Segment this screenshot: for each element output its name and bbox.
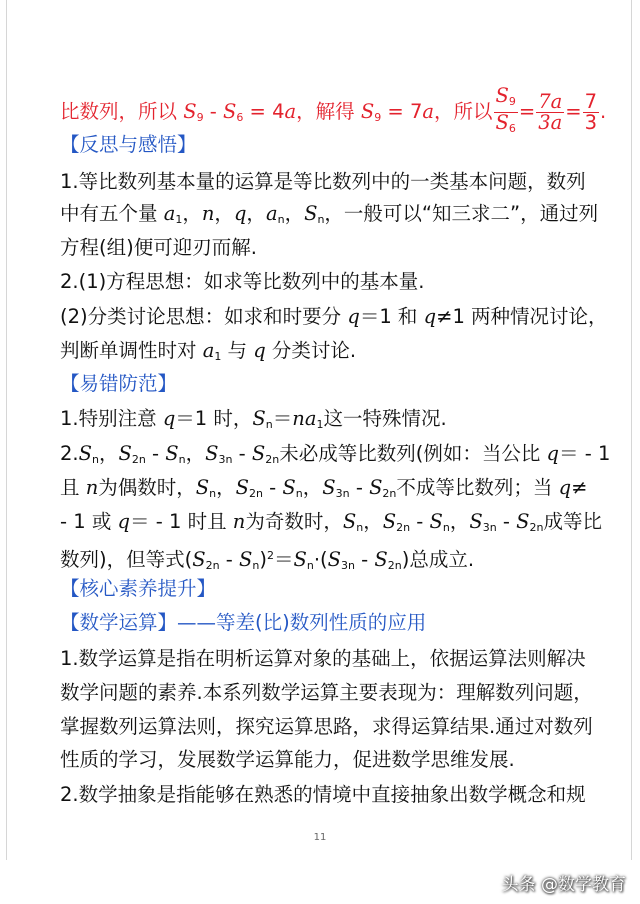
minus: -: [145, 442, 166, 465]
denominator: 3a: [538, 111, 563, 134]
text: )总成立.: [401, 548, 475, 571]
text: ，: [363, 510, 383, 533]
p5-line2: 数学问题的素养.本系列数学运算主要表现为：理解数列问题，: [60, 681, 593, 704]
subscript: 1: [316, 418, 324, 431]
subscript: 2n: [387, 559, 402, 572]
p4-line3: [60, 508, 602, 542]
subscript: 2n: [396, 521, 411, 534]
subscript: n: [252, 559, 260, 572]
subscript: 6: [236, 111, 244, 124]
var-s: S: [192, 548, 206, 571]
minus: -: [219, 548, 239, 571]
text: ，: [284, 202, 305, 225]
var-q: q: [347, 305, 360, 328]
var-s: S: [429, 510, 443, 533]
fraction-7a-3a: [536, 92, 564, 133]
var-n: n: [232, 510, 246, 533]
p5-line1: 1.数学运算是指在明析运算对象的基础上，依据运算法则解决: [60, 647, 586, 670]
subscript: 1: [175, 213, 183, 226]
period: .: [600, 100, 607, 123]
text: 成等比: [543, 510, 602, 533]
minus: -: [262, 476, 283, 499]
text: 未必成等比数列(例如：当公比: [279, 442, 547, 465]
subscript: 1: [214, 350, 222, 363]
text: 判断单调性时对: [60, 339, 203, 362]
subscript: 2n: [205, 559, 220, 572]
subscript: n: [295, 487, 303, 500]
subscript: 3n: [340, 559, 355, 572]
subscript: 2n: [131, 453, 146, 466]
text: ): [259, 548, 267, 571]
subscript: 3n: [482, 521, 497, 534]
heading-core: 【核心素养提升】: [60, 577, 217, 600]
var-s: S: [342, 510, 357, 533]
p1-line1: 1.等比数列基本量的运算是等比数列中的一类基本问题，数列: [60, 170, 586, 193]
var-s: S: [165, 442, 179, 465]
subscript: n: [91, 453, 99, 466]
heading-mistakes: 【易错防范】: [60, 372, 178, 395]
var-s: S: [495, 84, 509, 107]
subscript: 9: [196, 111, 204, 124]
subscript: 2n: [249, 487, 263, 500]
equals: ＝: [273, 548, 294, 571]
text: ，: [98, 442, 119, 465]
var-q: q: [423, 305, 437, 328]
subscript: 2n: [529, 521, 544, 534]
var-s: S: [282, 476, 296, 499]
subscript: n: [277, 213, 285, 226]
text: 1.特别注意: [60, 407, 163, 430]
text: 这一特殊情况.: [323, 407, 447, 430]
text: (2)分类讨论思想：如求和时要分: [60, 305, 348, 328]
var-q: q: [253, 339, 266, 362]
p3-line1: [60, 405, 447, 439]
minus: -: [349, 476, 370, 499]
var-s: S: [382, 510, 397, 533]
subscript: n: [265, 418, 273, 431]
p4-line1: [60, 440, 610, 474]
equals: =: [565, 100, 582, 123]
var-a: a: [422, 100, 435, 123]
fraction-s9-s6: [494, 86, 518, 139]
var-s: S: [322, 476, 336, 499]
text: ＝: [272, 407, 293, 430]
minus: -: [203, 100, 223, 123]
p1-line3: 方程(组)便可迎刃而解.: [60, 236, 257, 259]
text: 分类讨论.: [265, 339, 357, 362]
fraction-7-3: [583, 92, 599, 133]
var-s: S: [469, 510, 483, 533]
var-na: na: [292, 407, 317, 430]
text: ≠: [571, 476, 588, 499]
var-s: S: [205, 442, 219, 465]
p1-line2: [60, 200, 598, 234]
text: ，解得: [296, 100, 361, 123]
text: ＝1 和: [359, 305, 424, 328]
text: ，: [216, 476, 236, 499]
subscript: n: [306, 559, 314, 572]
var-n: n: [85, 476, 99, 499]
var-s: S: [327, 548, 341, 571]
var-s: S: [304, 202, 318, 225]
p6-line1: 2.数学抽象是指能够在熟悉的情境中直接抽象出数学概念和规: [60, 783, 586, 806]
var-a: a: [202, 339, 215, 362]
text: ·(: [313, 548, 328, 571]
heading-math: 【数学运算】——等差(比)数列性质的应用: [60, 611, 427, 634]
subscript: n: [317, 213, 325, 226]
var-s: S: [239, 548, 253, 571]
p2-line3: [60, 337, 356, 371]
equals: = 7: [381, 100, 423, 123]
subscript: 2n: [382, 487, 397, 500]
text: 为奇数时，: [245, 510, 343, 533]
var-s: S: [360, 100, 375, 123]
text: 中有五个量: [60, 202, 164, 225]
numerator: 7a: [538, 90, 563, 113]
var-s: S: [369, 476, 383, 499]
text: 比数列，所以: [60, 100, 184, 123]
superscript: 2: [266, 549, 274, 562]
text: 不成等比数列；当: [396, 476, 559, 499]
text: 2.: [60, 442, 79, 465]
p4-line2: [60, 474, 587, 508]
text: ，: [214, 202, 234, 225]
var-q: q: [117, 510, 131, 533]
p5-line3: 掌握数列运算法则，探究运算思路，求得运算结果.通过对数列: [60, 715, 593, 738]
minus: -: [232, 442, 252, 465]
text: 与: [221, 339, 254, 362]
var-q: q: [558, 476, 572, 499]
text: 数列)，但等式(: [60, 548, 193, 571]
var-s: S: [374, 548, 388, 571]
equals: =: [518, 100, 536, 123]
numerator: 7: [584, 90, 598, 113]
text: ，所以: [434, 100, 493, 123]
page-number: 11: [313, 832, 327, 843]
minus: -: [496, 510, 517, 533]
var-q: q: [162, 407, 176, 430]
var-s: S: [495, 111, 509, 134]
text: ，: [185, 442, 206, 465]
text: ＝ - 1 时且: [130, 510, 233, 533]
subscript: n: [178, 453, 186, 466]
var-s: S: [118, 442, 132, 465]
heading-reflection: 【反思与感悟】: [60, 133, 197, 156]
subscript: 3n: [218, 453, 233, 466]
minus: -: [354, 548, 375, 571]
subscript: 9: [374, 111, 382, 124]
text: ，: [449, 510, 470, 533]
var-a: a: [163, 202, 176, 225]
subscript: n: [356, 521, 364, 534]
denominator: 3: [584, 111, 598, 134]
var-s: S: [293, 548, 307, 571]
var-s: S: [195, 476, 210, 499]
subscript: 2n: [265, 453, 280, 466]
var-s: S: [252, 407, 266, 430]
var-a: a: [284, 100, 297, 123]
text: - 1 或: [60, 510, 118, 533]
equals: = 4: [243, 100, 285, 123]
text: ，一般可以“知三求二”，通过列: [324, 202, 599, 225]
p5-line4: 性质的学习，发展数学运算能力，促进数学思维发展.: [60, 748, 515, 771]
text: ≠1 两种情况讨论，: [436, 305, 608, 328]
var-s: S: [223, 100, 237, 123]
text: ，: [246, 202, 266, 225]
minus: -: [410, 510, 430, 533]
subscript: 6: [508, 122, 516, 135]
var-n: n: [201, 202, 215, 225]
subscript: n: [442, 521, 450, 534]
p2-line1: 2.(1)方程思想：如求等比数列中的基本量.: [60, 270, 425, 293]
text: ，: [182, 202, 202, 225]
var-s: S: [183, 100, 197, 123]
text: ＝1 时，: [175, 407, 253, 430]
subscript: n: [209, 487, 217, 500]
var-s: S: [516, 510, 530, 533]
p2-line2: [60, 303, 608, 331]
var-s: S: [251, 442, 266, 465]
var-s: S: [235, 476, 249, 499]
var-q: q: [233, 202, 247, 225]
var-q: q: [546, 442, 560, 465]
watermark: 头条 @数学教育: [501, 875, 626, 895]
text: 为偶数时，: [98, 476, 196, 499]
text: 且: [60, 476, 86, 499]
subscript: 3n: [335, 487, 350, 500]
text: ，: [302, 476, 323, 499]
var-s: S: [78, 442, 92, 465]
subscript: 9: [508, 95, 516, 108]
text: ＝ - 1: [559, 442, 611, 465]
var-a: a: [265, 202, 278, 225]
